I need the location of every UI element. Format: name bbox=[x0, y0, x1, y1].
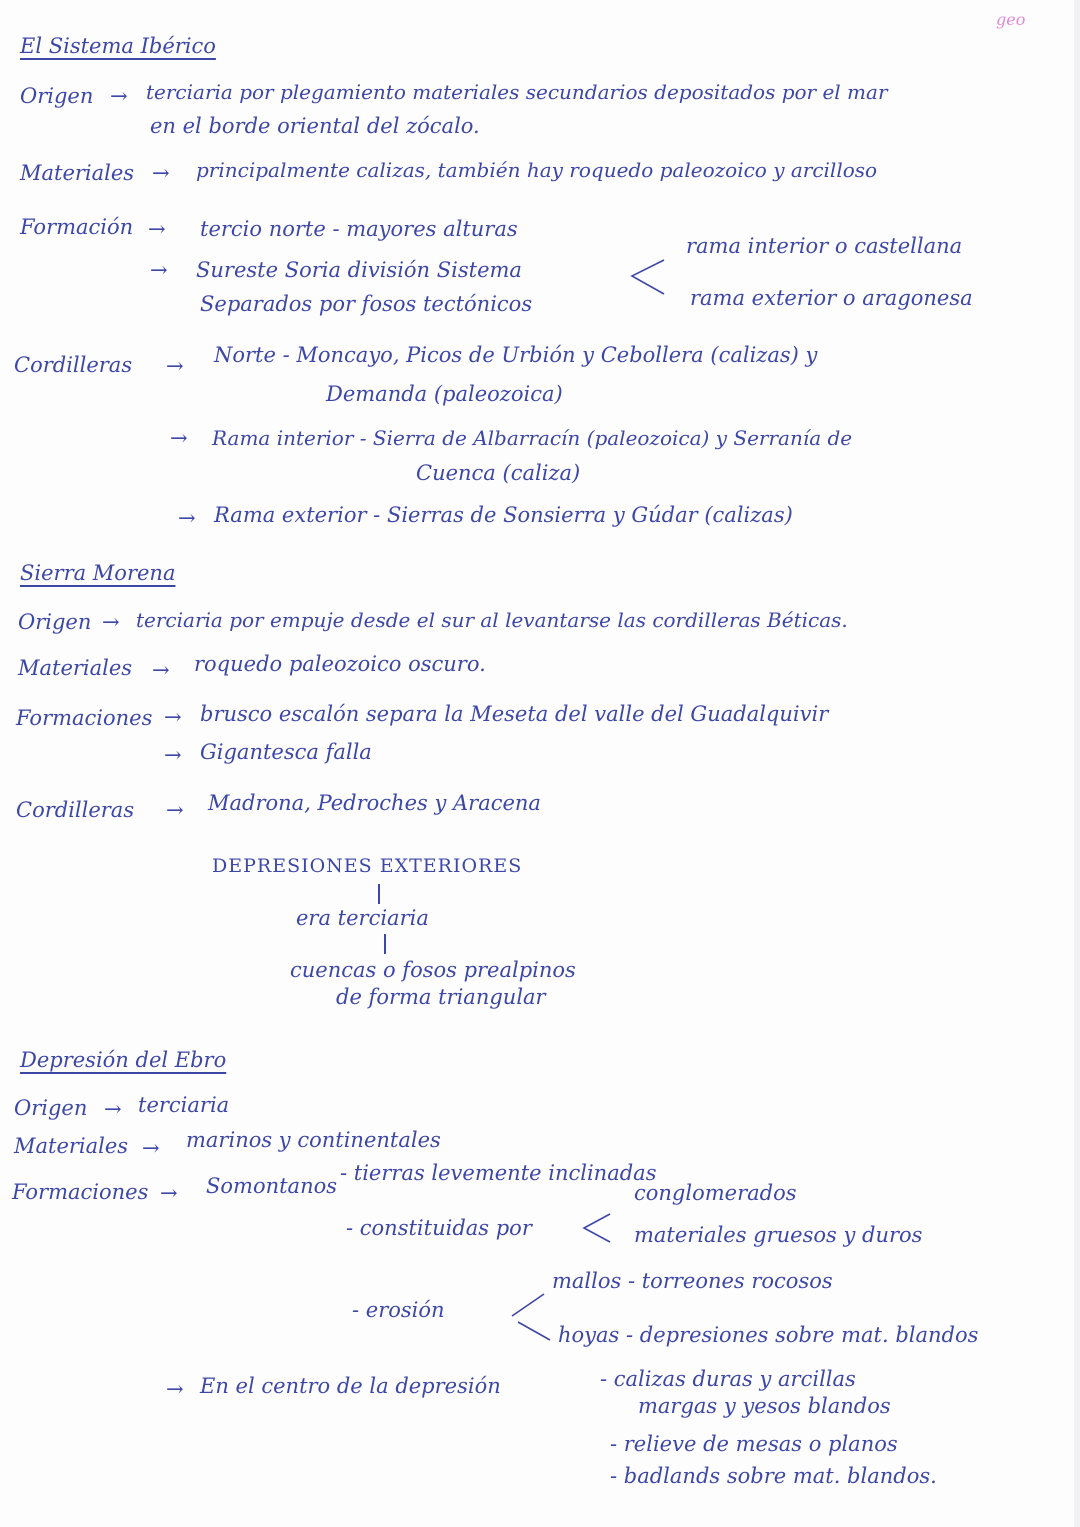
conglomerados: conglomerados bbox=[634, 1181, 797, 1205]
centro-margas: margas y yesos blandos bbox=[638, 1394, 891, 1418]
somontanos-constituidas: - constituidas por bbox=[346, 1216, 532, 1240]
arrow-icon: → bbox=[150, 258, 168, 282]
branch-bracket-icon bbox=[628, 246, 688, 306]
cordilleras-norte: Norte - Moncayo, Picos de Urbión y Cebollera (calizas) y bbox=[214, 343, 818, 367]
origen-text-cont: en el borde oriental del zócalo. bbox=[150, 114, 480, 138]
label-formaciones: Formaciones bbox=[16, 706, 153, 730]
arrow-icon: → bbox=[166, 1377, 184, 1401]
connector-line bbox=[384, 934, 386, 954]
erosion-mallos: mallos - torreones rocosos bbox=[552, 1269, 833, 1293]
formaciones-line-1: brusco escalón separa la Meseta del valle del Guadalquivir bbox=[200, 702, 829, 726]
connector-line bbox=[378, 884, 380, 904]
cordilleras-norte-cont: Demanda (paleozoica) bbox=[326, 382, 563, 406]
materiales-text: marinos y continentales bbox=[186, 1128, 441, 1152]
branch-bracket-icon bbox=[508, 1290, 558, 1350]
arrow-icon: → bbox=[102, 610, 120, 634]
arrow-icon: → bbox=[164, 705, 182, 729]
arrow-icon: → bbox=[160, 1181, 178, 1205]
cordilleras-text: Madrona, Pedroches y Aracena bbox=[208, 791, 541, 815]
arrow-icon: → bbox=[142, 1136, 160, 1160]
centro-calizas: - calizas duras y arcillas bbox=[600, 1367, 856, 1391]
rama-exterior: rama exterior o aragonesa bbox=[690, 286, 973, 310]
somontanos: Somontanos bbox=[206, 1174, 338, 1198]
label-materiales: Materiales bbox=[20, 161, 135, 185]
label-origen: Origen bbox=[14, 1096, 88, 1120]
formaciones-line-2: Gigantesca falla bbox=[200, 740, 372, 764]
label-origen: Origen bbox=[20, 84, 94, 108]
section-title-depresiones: DEPRESIONES EXTERIORES bbox=[212, 855, 523, 877]
arrow-icon: → bbox=[166, 354, 184, 378]
label-formaciones: Formaciones bbox=[12, 1180, 149, 1204]
rama-interior: rama interior o castellana bbox=[686, 234, 963, 258]
label-materiales: Materiales bbox=[18, 656, 133, 680]
materiales-gruesos: materiales gruesos y duros bbox=[634, 1223, 923, 1247]
arrow-icon: → bbox=[104, 1097, 122, 1121]
arrow-icon: → bbox=[170, 426, 188, 450]
depresiones-era: era terciaria bbox=[296, 906, 429, 930]
somontanos-tierras: - tierras levemente inclinadas bbox=[340, 1161, 657, 1185]
cordilleras-rama-exterior: Rama exterior - Sierras de Sonsierra y Gúdar (calizas) bbox=[214, 503, 793, 527]
section-title-depresion-ebro: Depresión del Ebro bbox=[20, 1048, 227, 1072]
origen-text: terciaria bbox=[138, 1093, 230, 1117]
subject-tag: geo bbox=[996, 10, 1026, 29]
section-title-sistema-iberico: El Sistema Ibérico bbox=[20, 34, 216, 58]
origen-text: terciaria por plegamiento materiales secundarios depositados por el mar bbox=[146, 80, 888, 104]
origen-text: terciaria por empuje desde el sur al levantarse las cordilleras Béticas. bbox=[136, 608, 848, 632]
arrow-icon: → bbox=[152, 658, 170, 682]
depresiones-cuencas-cont: de forma triangular bbox=[336, 985, 546, 1009]
label-origen: Origen bbox=[18, 610, 92, 634]
branch-bracket-icon bbox=[580, 1208, 620, 1248]
arrow-icon: → bbox=[178, 506, 196, 530]
arrow-icon: → bbox=[164, 743, 182, 767]
cordilleras-rama-interior: Rama interior - Sierra de Albarracín (paleozoica) y Serranía de bbox=[212, 426, 853, 450]
formacion-line-1: tercio norte - mayores alturas bbox=[200, 217, 518, 241]
depresiones-cuencas: cuencas o fosos prealpinos bbox=[290, 958, 576, 982]
materiales-text: roquedo paleozoico oscuro. bbox=[194, 652, 486, 676]
cordilleras-rama-interior-cont: Cuenca (caliza) bbox=[416, 461, 581, 485]
label-formacion: Formación bbox=[20, 215, 134, 239]
page-edge bbox=[1074, 0, 1080, 1527]
centro-depresion: En el centro de la depresión bbox=[200, 1374, 501, 1398]
erosion-hoyas: hoyas - depresiones sobre mat. blandos bbox=[558, 1323, 979, 1347]
arrow-icon: → bbox=[148, 217, 166, 241]
centro-badlands: - badlands sobre mat. blandos. bbox=[610, 1464, 937, 1488]
formacion-line-2: Sureste Soria división Sistema bbox=[196, 258, 522, 282]
arrow-icon: → bbox=[110, 84, 128, 108]
arrow-icon: → bbox=[152, 161, 170, 185]
centro-relieve: - relieve de mesas o planos bbox=[610, 1432, 898, 1456]
materiales-text: principalmente calizas, también hay roquedo paleozoico y arcilloso bbox=[196, 158, 878, 182]
label-cordilleras: Cordilleras bbox=[16, 798, 135, 822]
section-title-sierra-morena: Sierra Morena bbox=[20, 561, 176, 585]
label-cordilleras: Cordilleras bbox=[14, 353, 133, 377]
formacion-line-3: Separados por fosos tectónicos bbox=[200, 292, 533, 316]
somontanos-erosion: - erosión bbox=[352, 1298, 445, 1322]
arrow-icon: → bbox=[166, 798, 184, 822]
label-materiales: Materiales bbox=[14, 1134, 129, 1158]
